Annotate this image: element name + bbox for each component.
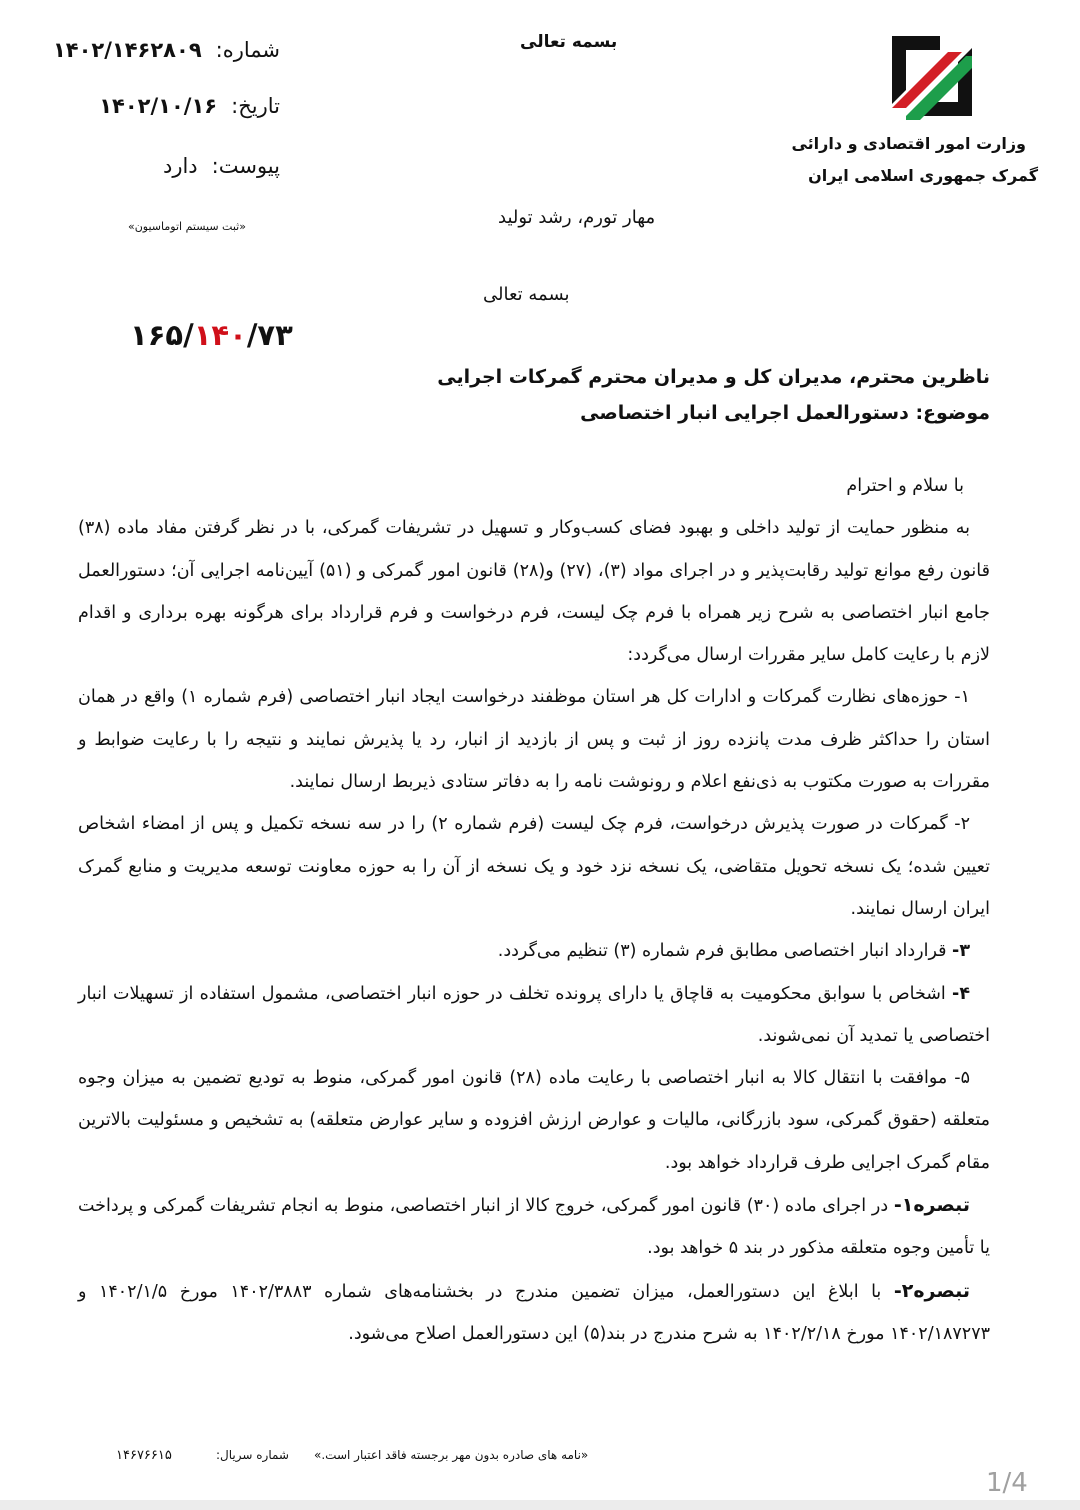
letter-attachment-value: دارد xyxy=(162,154,198,178)
letter-attachment-label: پیوست: xyxy=(211,154,280,178)
letter-number-value: ۱۴۰۲/۱۴۶۲۸۰۹ xyxy=(52,38,202,62)
slogan: مهار تورم، رشد تولید xyxy=(498,207,656,228)
note-1 xyxy=(78,1184,990,1270)
note-2-text: با ابلاغ این دستورالعمل، میزان تضمین مندرج در بخشنامه‌های شماره ۱۴۰۲/۳۸۸۳ مورخ ۱۴۰۲/۱/۵ و ۱۴۰۲/۱۸۷۲۷۳ مورخ ۱۴۰۲/۲/۱۸ به شرح مندرج در بند(۵) این دستورالعمل اصلاح می‌شود. xyxy=(78,1281,990,1344)
customs-logo-icon xyxy=(878,22,986,130)
letter-attachment xyxy=(40,154,280,178)
basmala-mid: بسمه تعالی xyxy=(483,284,570,305)
letter-date-value: ۱۴۰۲/۱۰/۱۶ xyxy=(99,94,218,118)
basmala-top: بسمه تعالی xyxy=(520,32,618,52)
greeting: با سلام و احترام xyxy=(846,476,964,496)
item-4-number: ۴- xyxy=(952,983,970,1004)
letter-date xyxy=(40,94,280,118)
note-1-text: در اجرای ماده (۳۰) قانون امور گمرکی، خروج کالا از انبار اختصاصی، منوط به انجام تشریفات گمرکی و پرداخت یا تأمین وجوه متعلقه مذکور در بند ۵ خواهد بود. xyxy=(78,1196,990,1259)
letter-body xyxy=(78,465,990,1355)
ministry-name: وزارت امور اقتصادی و دارائی xyxy=(791,134,1026,153)
item-2: ۲- گمرکات در صورت پذیرش درخواست، فرم چک لیست (فرم شماره ۲) را در سه نسخه تکمیل و پس از امضاء اشخاص تعیین شده؛ یک نسخه تحویل متقاضی، یک نسخه نزد خود و یک نسخه از آن را به حوزه معاونت توسعه مدیریت و منابع گمرک ایران ارسال نمایند. xyxy=(78,814,990,919)
intro-paragraph: به منظور حمایت از تولید داخلی و بهبود فضای کسب‌وکار و تسهیل در تشریفات گمرکی، با در نظر گرفتن مفاد ماده (۳۸) قانون رفع موانع تولید رقابت‌پذیر و در اجرای مواد (۳)، (۲۷) و(۲۸) قانون امور گمرکی و (۵۱) آیین‌نامه اجرایی آن؛ دستورالعمل جامع انبار اختصاصی به شرح زیر همراه با فرم چک لیست، فرم درخواست و فرم قرارداد برای هرگونه بهره برداری و اقدام لازم با رعایت کامل سایر مقررات ارسال می‌گردد: xyxy=(78,518,990,666)
subject: موضوع: دستورالعمل اجرایی انبار اختصاصی xyxy=(580,402,990,424)
item-3-text: قرارداد انبار اختصاصی مطابق فرم شماره (۳) تنظیم می‌گردد. xyxy=(497,941,953,962)
serial-label: شماره سریال: xyxy=(216,1448,289,1462)
recipients: ناظرین محترم، مدیران کل و مدیران محترم گمرکات اجرایی xyxy=(437,366,990,388)
letter-date-label: تاریخ: xyxy=(231,94,280,118)
note-1-label: تبصره۱- xyxy=(893,1194,970,1217)
reference-number xyxy=(130,318,293,352)
item-3 xyxy=(78,930,990,972)
note-2 xyxy=(78,1270,990,1356)
serial-value: ۱۴۶۷۶۶۱۵ xyxy=(116,1448,172,1463)
page-indicator: 1/4 xyxy=(986,1468,1028,1498)
note-2-label: تبصره۲- xyxy=(893,1279,970,1302)
customs-logo xyxy=(878,22,986,130)
system-note: «ثبت سیستم اتوماسیون» xyxy=(128,220,246,233)
item-5: ۵- موافقت با انتقال کالا به انبار اختصاصی با رعایت ماده (۲۸) قانون امور گمرکی، منوط به تودیع تضمین به میزان وجوه متعلقه (حقوق گمرکی، سود بازرگانی، مالیات و عوارض ارزش افزوده و سایر عوارض متعلقه) به تشخیص و مسئولیت بالاترین مقام گمرک اجرایی طرف قرارداد خواهد بود. xyxy=(78,1068,990,1173)
letter-number xyxy=(40,38,280,62)
stamp-notice: «نامه های صادره بدون مهر برجسته فاقد اعتبار است.» xyxy=(314,1448,589,1462)
item-1: ۱- حوزه‌های نظارت گمرکات و ادارات کل هر استان موظفند درخواست ایجاد انبار اختصاصی (فرم شماره ۱) واقع در همان استان را حداکثر ظرف مدت پانزده روز از ثبت و پس از بازدید از انبار، رد یا پذیرش نمایند و نتیجه را با رعایت ضوابط و مقررات به صورت مکتوب به ذی‌نفع اعلام و رونوشت نامه را به دفاتر ستادی ذیربط ارسال نمایند. xyxy=(78,687,990,793)
item-4-text: اشخاص با سوابق محکومیت به قاچاق یا دارای پرونده تخلف در حوزه انبار اختصاصی، مشمول استفاده از تسهیلات انبار اختصاصی یا تمدید آن نمی‌شوند. xyxy=(78,983,990,1046)
reference-number-part2: ۱۴۰ xyxy=(193,318,247,352)
item-3-number: ۳- xyxy=(952,941,970,962)
item-4 xyxy=(78,973,990,1058)
reference-number-part3: /۷۳ xyxy=(246,318,293,352)
customs-name: گمرک جمهوری اسلامی ایران xyxy=(808,166,1038,185)
viewer-bottom-bar xyxy=(0,1500,1080,1510)
reference-number-part1: ۱۶۵/ xyxy=(130,318,194,352)
letter-number-label: شماره: xyxy=(215,38,280,62)
